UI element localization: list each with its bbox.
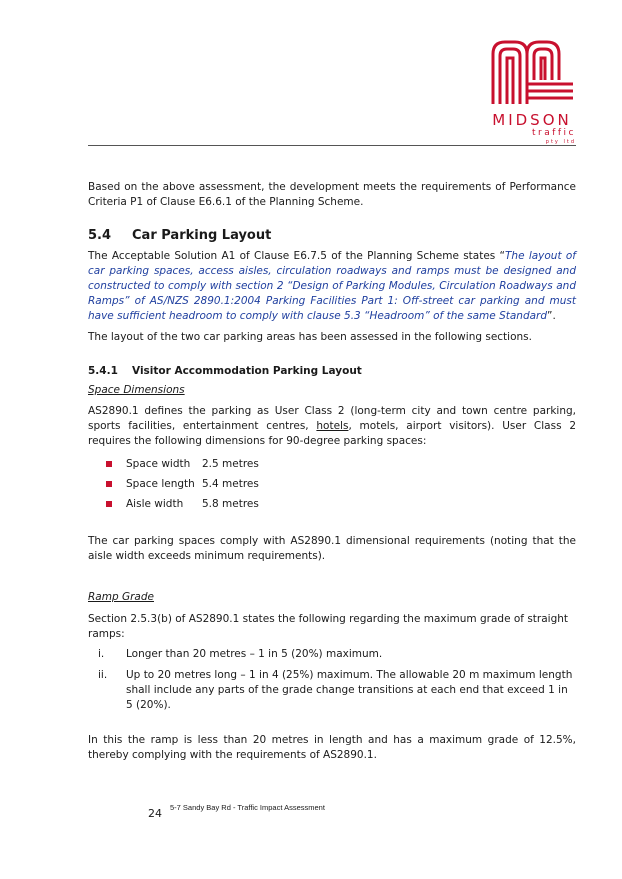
bullet-square-icon	[106, 461, 112, 467]
page-number: 24	[148, 807, 162, 820]
logo-subtitle: traffic	[531, 128, 576, 138]
header-divider	[88, 145, 576, 146]
intro-paragraph: Based on the above assessment, the development meets the requirements of Performance Criteria P1 of Clause E6.6.1 of the Planning Scheme.	[88, 181, 576, 208]
acceptable-solution-paragraph	[88, 249, 576, 324]
list-item	[88, 647, 576, 662]
midson-logo	[486, 38, 578, 146]
dimension-list	[88, 454, 576, 514]
quote-tail: ”.	[547, 310, 556, 322]
section-heading	[88, 228, 576, 243]
quote-lead: The Acceptable Solution A1 of Clause E6.7.5 of the Planning Scheme states “	[88, 250, 505, 262]
bullet-square-icon	[106, 501, 112, 507]
document-body	[88, 180, 576, 763]
section-title: Car Parking Layout	[132, 228, 272, 243]
user-class-paragraph	[88, 404, 576, 449]
list-numeral: ii.	[98, 669, 108, 681]
list-item	[88, 494, 576, 514]
ramp-grade-heading: Ramp Grade	[88, 591, 154, 603]
section-number: 5.4	[88, 228, 112, 243]
dimension-label: Aisle width	[126, 497, 184, 510]
compliance-paragraph: The car parking spaces comply with AS2890.1 dimensional requirements (noting that the aisle width exceeds minimum requirements).	[88, 535, 576, 562]
subsection-number: 5.4.1	[88, 365, 118, 377]
dimension-label: Space length	[126, 477, 195, 490]
user-class-text-before: AS2890.1 defines the parking as User Class 2 (long-term city and town centre parking, sports facilities, entertainment centres,	[88, 405, 576, 432]
dimension-value: 5.4 metres	[202, 477, 259, 490]
logo-company-suffix: pty ltd	[545, 139, 576, 145]
grade-list	[88, 647, 576, 713]
user-class-text-after: , motels, airport visitors). User Class 2 requires the following dimensions for 90-degree parking spaces:	[88, 420, 576, 447]
subsection-heading	[88, 364, 576, 379]
quoted-standard-text: The layout of car parking spaces, access aisles, circulation roadways and ramps must be designed and constructed to comply with section 2 “Design of Parking Modules, Circulation Roadways and Ramps” of AS/NZS 2890.1:2004 Parking Facilities Part 1: Off-street car parking and must have sufficient headroom to comply with clause 5.3 “Headroom” of the same Standard	[88, 250, 576, 322]
list-item-text: Longer than 20 metres – 1 in 5 (20%) maximum.	[126, 648, 383, 660]
hotels-underlined: hotels	[316, 420, 349, 432]
ramp-section-paragraph: Section 2.5.3(b) of AS2890.1 states the following regarding the maximum grade of straight ramps:	[88, 613, 569, 640]
list-item	[88, 474, 576, 494]
space-dimensions-heading: Space Dimensions	[88, 384, 185, 396]
logo-name: MIDSON	[492, 111, 572, 129]
conclusion-paragraph: In this the ramp is less than 20 metres in length and has a maximum grade of 12.5%, thereby complying with the requirements of AS2890.1.	[88, 734, 576, 761]
dimension-value: 2.5 metres	[202, 457, 259, 470]
list-item-text: Up to 20 metres long – 1 in 4 (25%) maximum. The allowable 20 m maximum length shall include any parts of the grade change transitions at each end that exceed 1 in 5 (20%).	[126, 669, 573, 711]
list-numeral: i.	[98, 648, 105, 660]
dimension-label: Space width	[126, 457, 191, 470]
list-item	[88, 454, 576, 474]
midson-logo-mark	[489, 38, 575, 106]
layout-paragraph: The layout of the two car parking areas has been assessed in the following sections.	[88, 331, 532, 343]
subsection-title: Visitor Accommodation Parking Layout	[132, 365, 362, 377]
footer-title: 5-7 Sandy Bay Rd - Traffic Impact Assessment	[170, 803, 325, 812]
list-item	[88, 668, 576, 713]
bullet-square-icon	[106, 481, 112, 487]
dimension-value: 5.8 metres	[202, 497, 259, 510]
